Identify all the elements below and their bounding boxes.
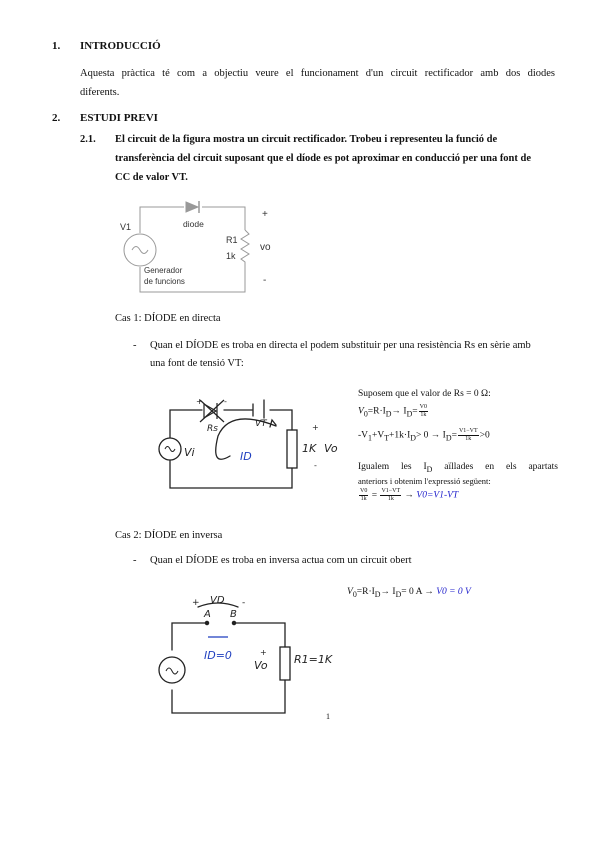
eq-part: 1 [368,433,372,443]
case-1-bullet: - [133,340,137,351]
eq-part: > 0 → I [415,430,446,441]
case-1-line-1: Quan el DÍODE es troba en directa el podem substituir per una resistència Rs en sèrie amb [150,340,531,351]
result-highlight: V0=V1-VT [416,490,459,501]
section-2-number: 2. [52,112,61,124]
eq-part: V [347,587,353,597]
eq-part: +V [371,430,385,441]
generator-label-2: de funcions [144,277,185,286]
fraction [359,488,368,503]
handwritten-circuit-diode-reverse [150,585,355,720]
eq-part: T [384,433,390,443]
equation-3 [358,488,558,503]
rs-assumption: Suposem que el valor de Rs = 0 Ω: [358,389,491,399]
r1-value: 1k [226,251,236,261]
minus-sign: - [242,598,246,608]
id-zero-label: ID=0 [204,649,232,662]
v1-label: V1 [120,222,132,232]
handwritten-circuit-diode-forward [152,388,352,503]
eq-part: → I [391,406,407,417]
eq-part: V [358,406,364,417]
id-label: ID [240,450,252,463]
eq-part: D [410,433,416,443]
eq-part: = [412,406,418,417]
vo-plus-sign: + [312,423,319,432]
fraction [419,404,428,419]
minus-sign: - [224,397,227,406]
denominator: 1k [465,436,472,442]
eq-part: → I [380,587,396,597]
eq-part: D [374,589,381,599]
vd-label: VD [210,595,225,606]
equate-paragraph-2: anteriors i obtenim l'expressió següent: [358,476,491,486]
case-1-line-2: una font de tensió VT: [150,358,244,369]
numerator: V0 [360,488,368,494]
numerator: V0 [419,404,427,410]
eq-part: 0 [352,589,357,599]
ac-source-icon [159,438,181,460]
section-1-title: INTRODUCCIÓ [80,40,161,52]
eq-part: =R·I [356,587,375,597]
numerator: V1−VT [381,488,401,494]
denominator: 1k [420,412,427,418]
r1-1k-label: R1=1K [294,653,333,666]
diode-icon [186,201,199,213]
r-1k-label: 1K [302,442,317,455]
result-highlight: V0 = 0 V [436,587,471,597]
eq-part: = 0 A → [401,587,434,597]
section-1-number: 1. [52,40,61,52]
subsection-2-1-line-1: El circuit de la figura mostra un circuit rectificador. Trobeu i representeu la funció de [115,134,498,145]
diode-label: diode [183,219,204,229]
plus-sign: + [196,397,203,406]
stray-mark: 1 [326,712,330,721]
equation-1 [358,404,558,422]
section-2-title: ESTUDI PREVI [80,112,158,124]
case-2-title: Cas 2: DÍODE en inversa [115,530,223,541]
vt-label: VT [255,419,267,429]
numerator: V1−VT [458,428,478,434]
ac-source-icon [159,657,185,683]
eq-part: -V [358,430,369,441]
equation-4 [347,585,557,602]
rs-label: Rs [207,424,218,434]
eq-part: D [426,464,433,474]
denominator: 1k [387,496,394,502]
rectifier-circuit-figure [110,195,290,300]
eq-part: → [404,490,415,501]
eq-part: D [406,409,413,419]
eq-part: +1k·I [389,430,411,441]
minus-sign: - [263,275,267,286]
ac-source-icon [124,234,156,266]
fraction [458,428,479,443]
node-b-label: B [230,609,237,620]
subsection-2-1-line-3: CC de valor VT. [115,172,188,183]
node-a-label: A [204,609,211,620]
eq-part: = [451,430,457,441]
vi-label: Vi [184,446,195,459]
vo-minus-sign: - [314,461,317,470]
crossed-out-diode-icon [200,400,224,422]
fraction [380,488,401,503]
denominator: 1k [360,496,367,502]
vo-label: Vo [324,442,338,455]
intro-line-2: diferents. [80,87,120,98]
eq-part: =R·I [367,406,386,417]
eq-part: D [445,433,452,443]
equation-2 [358,428,558,446]
plus-sign: + [262,209,268,220]
vo-plus-sign: + [260,648,267,657]
r1-label: R1 [226,235,238,245]
case-2-line-1: Quan el DÍODE es troba en inversa actua com un circuit obert [150,555,412,566]
eq-part: >0 [479,430,490,441]
eq-part: = [371,490,378,501]
subsection-2-1-number: 2.1. [80,134,96,145]
plus-sign: + [192,598,200,608]
vo-label: vo [260,242,271,253]
generator-label-1: Generador [144,266,183,275]
case-1-title: Cas 1: DÍODE en directa [115,313,221,324]
eq-part: D [385,409,392,419]
eq-part: D [395,589,402,599]
intro-line-1: Aquesta pràctica té com a objectiu veure el funcionament d'un circuit rectificador amb dos diodes [80,68,555,79]
eq-part: Igualem les I [358,462,427,472]
eq-part: 0 [363,409,368,419]
subsection-2-1-line-2: transferència del circuit suposant que el díode es pot aproximar en conducció per una font de [115,153,532,164]
case-2-bullet: - [133,555,137,566]
eq-part: aïllades en els apartats [432,462,559,472]
vo-label: Vo [254,659,268,672]
